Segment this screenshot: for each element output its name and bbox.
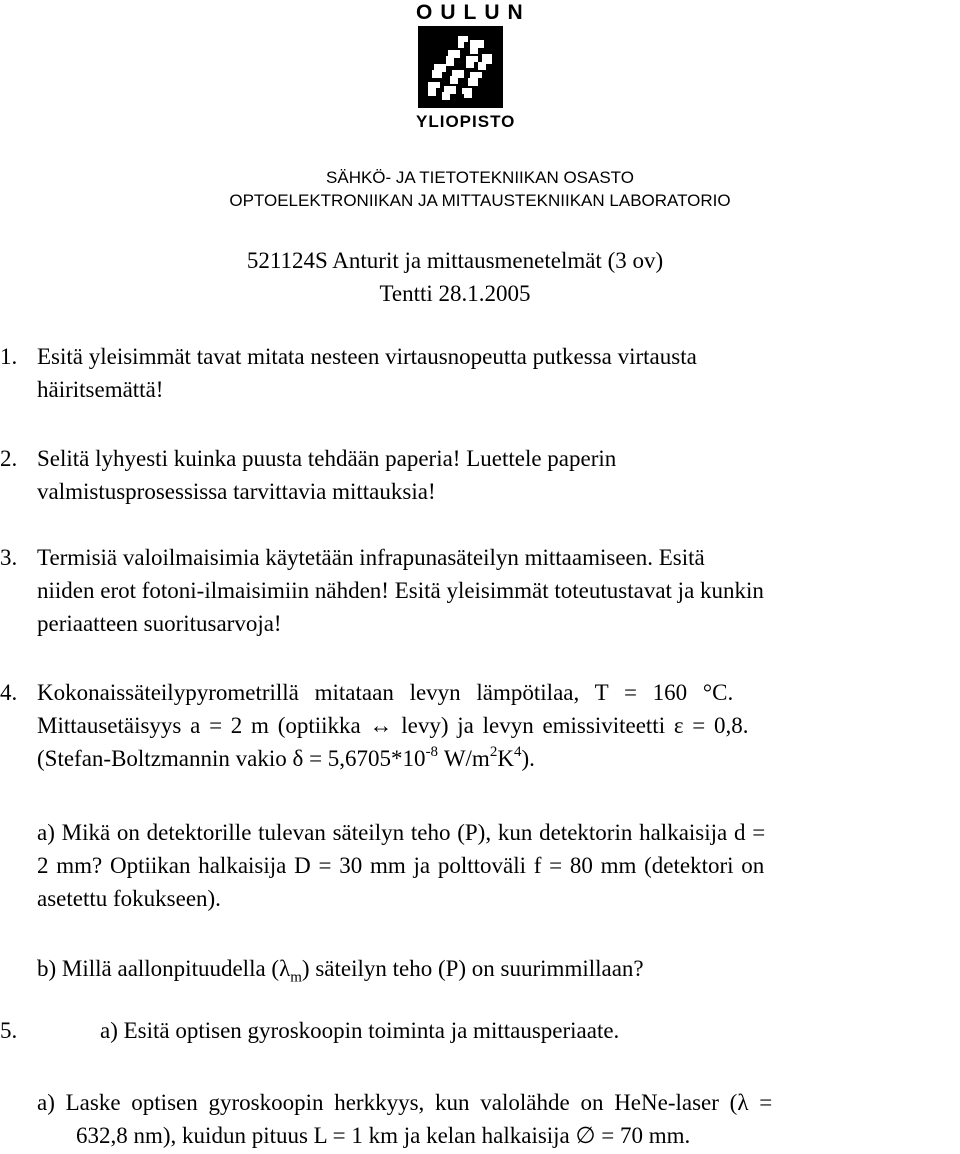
unit-text: K — [497, 746, 514, 771]
question-text: Kokonaissäteilypyrometrillä mitataan levyn lämpötilaa, T = 160 °C. — [37, 680, 734, 705]
question-text: niiden erot fotoni-ilmaisimiin nähden! Esitä yleisimmät toteutustavat ja kunkin — [37, 578, 764, 603]
exponent: -8 — [425, 744, 439, 761]
question-text: häiritsemättä! — [37, 377, 164, 402]
question-number: 1. — [0, 344, 18, 369]
question-text: periaatteen suoritusarvoja! — [37, 611, 282, 636]
question-text: Esitä yleisimmät tavat mitata nesteen virtausnopeutta putkessa virtausta — [37, 344, 697, 369]
university-logo — [416, 1, 531, 134]
course-title: 521124S Anturit ja mittausmenetelmät (3 ov) — [246, 248, 664, 273]
subquestion-a-text: a) Esitä optisen gyroskoopin toiminta ja mittausperiaate. — [100, 1018, 620, 1043]
subquestion-a-text: 2 mm? Optiikan halkaisija D = 30 mm ja polttoväli f = 80 mm (detektori on — [37, 853, 765, 878]
subquestion-a-text: asetettu fokukseen). — [37, 886, 221, 911]
stefan-boltzmann-constant — [37, 742, 535, 775]
constant-text: (Stefan-Boltzmannin vakio δ = 5,6705*10 — [37, 746, 426, 771]
logo-bottom-text: YLIOPISTO — [416, 112, 516, 131]
logo-top-text: OULUN — [416, 1, 531, 24]
question-number: 5. — [0, 1018, 18, 1043]
question-number: 3. — [0, 545, 18, 570]
subquestion-a-text: a) Mikä on detektorille tulevan säteilyn teho (P), kun detektorin halkaisija d = — [37, 820, 766, 845]
subquestion-b-text: 632,8 nm), kuidun pituus L = 1 km ja kelan halkaisija ∅ = 70 mm. — [76, 1123, 691, 1148]
question-number: 4. — [0, 680, 18, 705]
question-number: 2. — [0, 446, 18, 471]
laboratory-name: OPTOELEKTRONIIKAN JA MITTAUSTEKNIIKAN LABORATORIO — [229, 191, 731, 210]
subquestion-b-text — [37, 952, 644, 985]
question-text: Termisiä valoilmaisimia käytetään infrapunasäteilyn mittaamiseen. Esitä — [37, 545, 705, 570]
subquestion-b-text: a) Laske optisen gyroskoopin herkkyys, kun valolähde on HeNe-laser (λ = — [37, 1090, 773, 1115]
question-text: Mittausetäisyys a = 2 m (optiikka ↔ levy) ja levyn emissiviteetti ε = 0,8. — [37, 713, 749, 738]
unit-text: W/m — [438, 746, 490, 771]
subquestion-b-part: ) säteilyn teho (P) on suurimmillaan? — [301, 956, 644, 981]
logo-emblem-pattern-icon — [418, 26, 503, 108]
subquestion-b-part: b) Millä aallonpituudella (λ — [37, 956, 291, 981]
question-text: valmistusprosessissa tarvittavia mittauksia! — [37, 479, 436, 504]
logo-emblem — [418, 26, 503, 108]
subscript: m — [290, 969, 302, 986]
exponent: 4 — [513, 744, 522, 761]
closing-text: ). — [521, 746, 535, 771]
exponent: 2 — [489, 744, 498, 761]
department-name: SÄHKÖ- JA TIETOTEKNIIKAN OSASTO — [326, 168, 634, 187]
question-text: Selitä lyhyesti kuinka puusta tehdään paperia! Luettele paperin — [37, 446, 617, 471]
exam-date: Tentti 28.1.2005 — [379, 281, 531, 306]
